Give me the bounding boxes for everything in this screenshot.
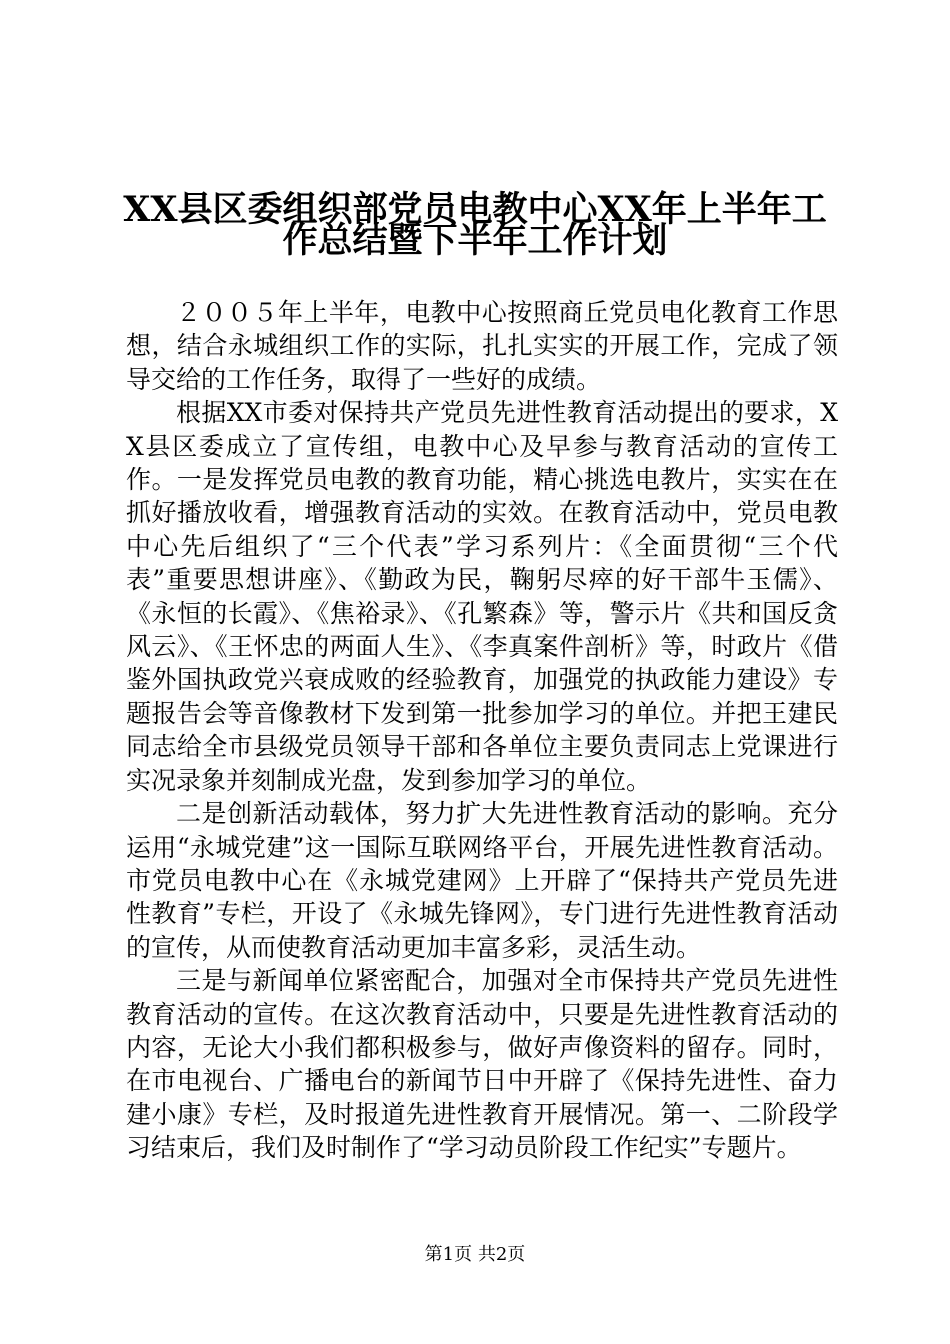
page-number-footer: 第1页 共2页 [424,1244,526,1265]
paragraph-3: 二是创新活动载体，努力扩大先进性教育活动的影响。充分运用“永城党建”这一国际互联网络平台，开展先进性教育活动。市党员电教中心在《永城党建网》上开辟了“保持共产党员先进性教育”专栏，开设了《永城先锋网》，专门进行先进性教育活动的宣传，从而使教育活动更加丰富多彩，灵活生动。 [126,799,838,962]
document-body [126,296,838,1165]
paragraph-2: 根据XX市委对保持共产党员先进性教育活动提出的要求，XX县区委成立了宣传组，电教中心及早参与教育活动的宣传工作。一是发挥党员电教的教育功能，精心挑选电教片，实实在在抓好播放收看，增强教育活动的实效。在教育活动中，党员电教中心先后组织了“三个代表”学习系列片：《全面贯彻“三个代表”重要思想讲座》、《勤政为民，鞠躬尽瘁的好干部牛玉儒》、《永恒的长霞》、《焦裕录》、《孔繁森》等，警示片《共和国反贪风云》、《王怀忠的两面人生》、《李真案件剖析》等，时政片《借鉴外国执政党兴衰成败的经验教育，加强党的执政能力建设》专题报告会等音像教材下发到第一批参加学习的单位。并把王建民同志给全市县级党员领导干部和各单位主要负责同志上党课进行实况录象并刻制成光盘，发到参加学习的单位。 [126,398,838,795]
paragraph-1: ２００５年上半年，电教中心按照商丘党员电化教育工作思想，结合永城组织工作的实际，扎扎实实的开展工作，完成了领导交给的工作任务，取得了一些好的成绩。 [126,298,838,394]
document-title-line-1: XX县区委组织部党员电教中心XX年上半年工 [123,189,827,230]
document-title-line-2: 作总结暨下半年工作计划 [282,220,668,261]
paragraph-4: 三是与新闻单位紧密配合，加强对全市保持共产党员先进性教育活动的宣传。在这次教育活动中，只要是先进性教育活动的内容，无论大小我们都积极参与，做好声像资料的留存。同时，在市电视台、广播电台的新闻节日中开辟了《保持先进性、奋力建小康》专栏，及时报道先进性教育开展情况。第一、二阶段学习结束后，我们及时制作了“学习动员阶段工作纪实”专题片。 [126,966,838,1163]
